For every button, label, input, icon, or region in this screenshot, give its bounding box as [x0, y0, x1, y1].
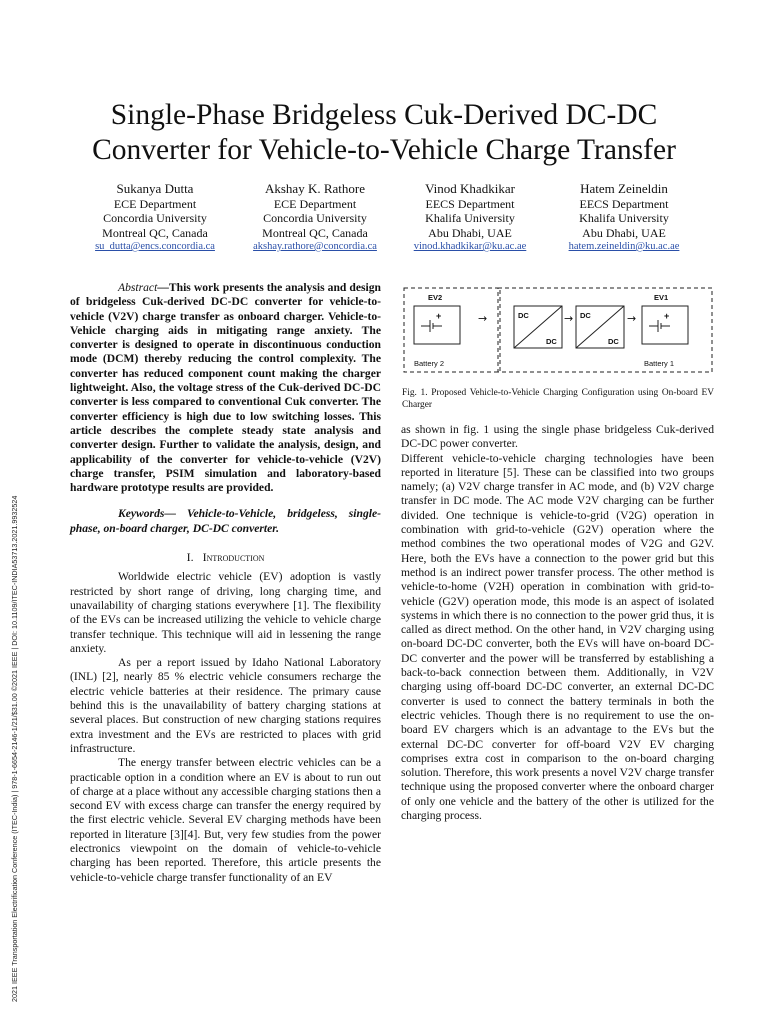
- section-number: I.: [186, 550, 194, 565]
- author-univ: Khalifa University: [579, 211, 669, 226]
- left-column: [70, 281, 381, 885]
- author-email-link[interactable]: akshay.rathore@concordia.ca: [253, 240, 377, 252]
- paper-title: [40, 98, 728, 168]
- keywords-text: — Vehicle-to-Vehicle, bridgeless, single-phase, on-board charger, DC-DC converter.: [70, 507, 381, 535]
- ieee-citation-sidebar: 2021 IEEE Transportation Electrification Conference (ITEC-India) | 978-1-6654-2146-1/21/$31.00 ©2021 IEEE | DOI: 10.1109/ITEC-INDIA53713.2021.9932524: [10, 495, 19, 1002]
- keywords: [70, 507, 381, 536]
- section-heading: [70, 550, 381, 564]
- right-paragraph-1: as shown in fig. 1 using the single phase bridgeless Cuk-derived DC-DC power converter.: [401, 423, 714, 451]
- title-line-1: Single-Phase Bridgeless Cuk-Derived DC-DC: [110, 99, 658, 131]
- figure-caption: Fig. 1. Proposed Vehicle-to-Vehicle Charging Configuration using On-board EV Charger: [402, 388, 714, 410]
- dc-label: DC: [518, 311, 529, 320]
- title-line-2: Converter for Vehicle-to-Vehicle Charge Transfer: [92, 134, 676, 166]
- author-3: [385, 181, 555, 254]
- author-dept: EECS Department: [579, 197, 669, 211]
- author-city: Montreal QC, Canada: [102, 225, 208, 240]
- abstract-label: Abstract: [118, 281, 158, 294]
- author-dept: ECE Department: [113, 197, 197, 211]
- arrow-icon: →: [627, 312, 637, 325]
- author-email-link[interactable]: vinod.khadkikar@ku.ac.ae: [413, 240, 527, 252]
- right-paragraph-2: Different vehicle-to-vehicle charging technologies have been reported in literature [5]. These can be classified into two groups namely; (a) V2V charge transfer in AC mode, and (b) V2V charge transfer in DC mode. The AC mode V2V charging can be further divided. One technique is vehicle-to-grid (V2G) operation in combination with grid-to-vehicle (G2V) operation where the method combines the two operational modes of V2G and G2V. Here, both the EVs have a connection to the power grid but this method is an indirect power transfer process. The other method is vehicle-to-home (V2H) operation in combination with grid-to-vehicle (G2V) operation mode, this mode is an aspect of isolated systems in which there is no connection to the power grid thus, it is called as direct method. On the other hand, in V2V charging using on-board DC-DC converter, both the EVs will have on-board DC-DC converter and the power will be transferred by establishing a back-to-back connection between them. Additionally, in V2V charging using off-board DC-DC converter, an external DC-DC converter is used to connect the battery terminals in both the electric vehicles. Though there is no requirement to use the on-board EV chargers which is an advantage to the EVs but the external DC-DC converter for off-board V2V EV charging comprises extra cost in comparison to the on-board charging solution. Therefore, this work presents a novel V2V charge transfer technique using the proposed converter where the onboard charger of only one vehicle and the battery of the other is utilized for the charging process.: [401, 451, 714, 823]
- author-1: [70, 181, 240, 254]
- ev1-label: EV1: [654, 293, 669, 302]
- author-city: Montreal QC, Canada: [262, 225, 368, 240]
- author-univ: Concordia University: [263, 211, 367, 226]
- ev1-dashed-box: [498, 288, 712, 372]
- author-email-link[interactable]: hatem.zeineldin@ku.ac.ae: [568, 240, 680, 252]
- section-title: Introduction: [202, 550, 265, 565]
- abstract: [70, 281, 381, 495]
- author-name: Akshay K. Rathore: [264, 181, 365, 196]
- arrow-icon: →: [478, 312, 488, 325]
- author-dept: EECS Department: [425, 197, 515, 211]
- author-city: Abu Dhabi, UAE: [582, 225, 666, 240]
- figure-v2v-diagram: [402, 282, 714, 380]
- intro-paragraph-2: As per a report issued by Idaho National Laboratory (INL) [2], nearly 85 % electric vehicle consumers recharge the electric vehicle batteries at their residence. The primary cause behind this is the unavailability of battery charging stations at several places. But construction of new charging stations requires extra investment and the EVs are restricted to places with grid infrastructure.: [70, 656, 381, 755]
- battery-2-label: Battery 2: [414, 359, 445, 368]
- keywords-label: Keywords: [118, 507, 165, 521]
- author-univ: Khalifa University: [425, 211, 515, 226]
- author-4: [539, 181, 709, 254]
- intro-paragraph-1: Worldwide electric vehicle (EV) adoption is vastly restricted by short range of driving, long charging time, and unavailability of charging stations everywhere [1]. The flexibility of the EVs can be increased utilizing the vehicle to vehicle charge transfer technique. This technique will aid in lessening the range anxiety.: [70, 570, 381, 655]
- abstract-text: —This work presents the analysis and design of bridgeless Cuk-derived DC-DC converter for vehicle-to-vehicle (V2V) charge transfer as onboard charger. Vehicle-to-Vehicle charging aids in mitigating range anxiety. The converter is designed to operate in discontinuous conduction mode (DCM) thereby reducing the control complexity. The converter has reduced component count making the charger lightweight. Also, the voltage stress of the Cuk-derived DC-DC converter is less compared to conventional Cuk converter. The converter efficiency is high due to low switching losses. This article describes the complete steady state analysis and converter design. Further to validate the analysis, design, and applicability of the converter for vehicle-to-vehicle (V2V) charge transfer, PSIM simulation and laboratory-based hardware prototype results are provided.: [70, 281, 381, 495]
- ev2-label: EV2: [428, 293, 443, 302]
- plus-sign: +: [436, 311, 442, 321]
- dc-label: DC: [546, 337, 557, 346]
- author-email-link[interactable]: su_dutta@encs.concordia.ca: [95, 240, 215, 252]
- dc-label: DC: [608, 337, 619, 346]
- author-dept: ECE Department: [273, 197, 357, 211]
- author-name: Vinod Khadkikar: [425, 181, 515, 196]
- battery-1-label: Battery 1: [644, 359, 675, 368]
- dc-label: DC: [580, 311, 591, 320]
- author-univ: Concordia University: [103, 211, 207, 226]
- right-column: [401, 423, 714, 823]
- intro-paragraph-3: The energy transfer between electric vehicles can be a practicable option in a condition where an EV is about to run out of charge at a place without any accessible charging stations then a second EV with excess charge can transfer the energy required by the first electric vehicle. Several EV charging methods have been reported in literature [3][4]. But, very few studies from the power electronics viewpoint on the domain of vehicle-to-vehicle charging has been reported. Therefore, this article presents the vehicle-to-vehicle charge transfer functionality of an EV: [70, 756, 381, 884]
- author-2: [230, 181, 400, 254]
- plus-sign: +: [664, 311, 670, 321]
- author-city: Abu Dhabi, UAE: [428, 225, 512, 240]
- arrow-icon: →: [564, 312, 574, 325]
- author-name: Hatem Zeineldin: [580, 181, 668, 196]
- author-name: Sukanya Dutta: [116, 181, 194, 196]
